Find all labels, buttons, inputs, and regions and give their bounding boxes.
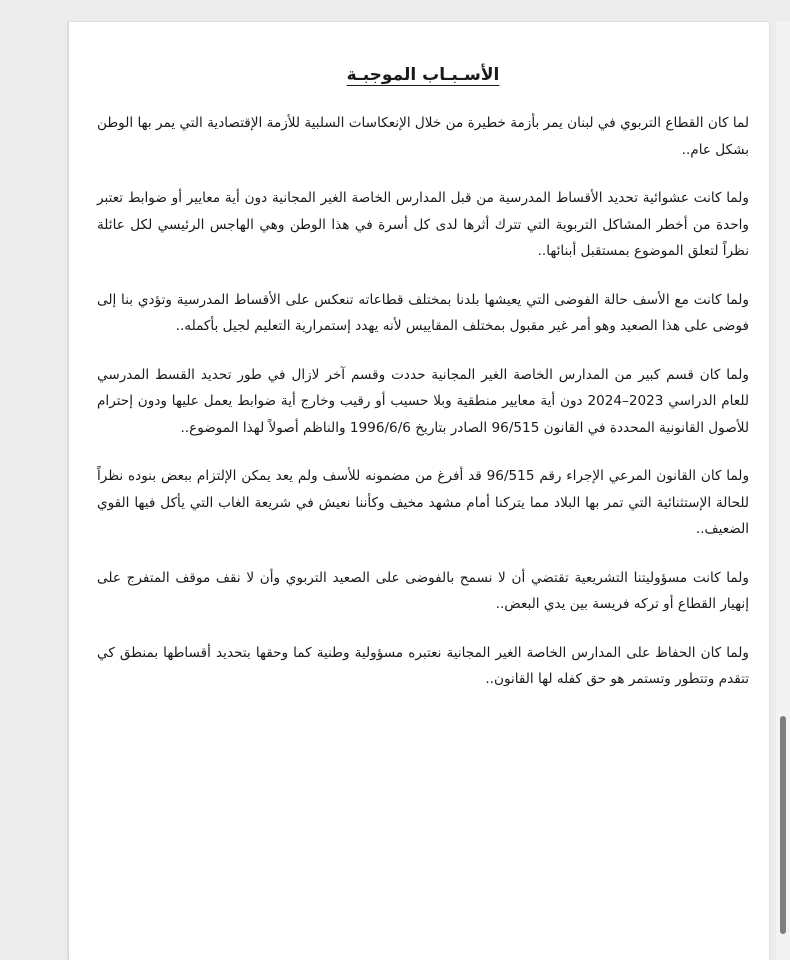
vertical-scrollbar[interactable] bbox=[776, 22, 790, 960]
paragraph-4: ولما كان قسم كبير من المدارس الخاصة الغير المجانية حددت وقسم آخر لازال في طور تحديد القسط المدرسي للعام الدراسي 2023–2024 دون أية معايير منطقية وبلا حسيب أو رقيب وخارج أية ضوابط يعمل عليها ودون إحترام للأصول القانونية المحددة في القانون 96/515 الصادر بتاريخ 1996/6/6 والناظم أصولاً لهذا الموضوع.. bbox=[97, 366, 749, 436]
document-page bbox=[68, 22, 769, 960]
document-content bbox=[97, 62, 749, 715]
paragraph-3: ولما كانت مع الأسف حالة الفوضى التي يعيشها بلدنا بمختلف قطاعاته تنعكس على الأقساط المدرسية وتؤدي بنا إلى فوضى على هذا الصعيد وهو أمر غير مقبول بمختلف المقاييس لأنه يهدد إستمرارية التعليم لجيل بأكمله.. bbox=[97, 291, 749, 334]
document-title: الأسـبـاب الموجبـة bbox=[346, 65, 500, 85]
paragraph-6: ولما كانت مسؤوليتنا التشريعية تقتضي أن لا نسمح بالفوضى على الصعيد التربوي وأن لا نقف موقف المتفرج على إنهيار القطاع أو تركه فريسة بين يدي البعض.. bbox=[97, 569, 749, 612]
paragraph-1: لما كان القطاع التربوي في لبنان يمر بأزمة خطيرة من خلال الإنعكاسات السلبية للأزمة الإقتصادية التي يمر بها الوطن بشكل عام.. bbox=[97, 115, 749, 158]
paragraph-7: ولما كان الحفاظ على المدارس الخاصة الغير المجانية نعتبره مسؤولية وطنية كما وحقها بتحديد أقساطها بمنطق كي تتقدم وتتطور وتستمر هو حق كفله لها القانون.. bbox=[97, 644, 749, 687]
paragraph-5: ولما كان القانون المرعي الإجراء رقم 96/515 قد أفرغ من مضمونه للأسف ولم يعد يمكن الإلتزام ببعض بنوده نظراً للحالة الإستثنائية التي تمر بها البلاد مما يتركنا أمام مشهد مخيف وكأننا نعيش في شريعة الغاب التي يأكل فيها القوي الضعيف.. bbox=[97, 468, 750, 537]
scrollbar-thumb[interactable] bbox=[780, 716, 786, 934]
paragraph-2: ولما كانت عشوائية تحديد الأقساط المدرسية من قبل المدارس الخاصة الغير المجانية دون أية معايير أو ضوابط تعتبر واحدة من أخطر المشاكل التربوية التي تترك أثرها لدى كل أسرة في هذا الوطن وهي الهاجس الرئيسي لكل عائلة نظراً لتعلق الموضوع بمستقبل أبنائها.. bbox=[97, 190, 749, 259]
